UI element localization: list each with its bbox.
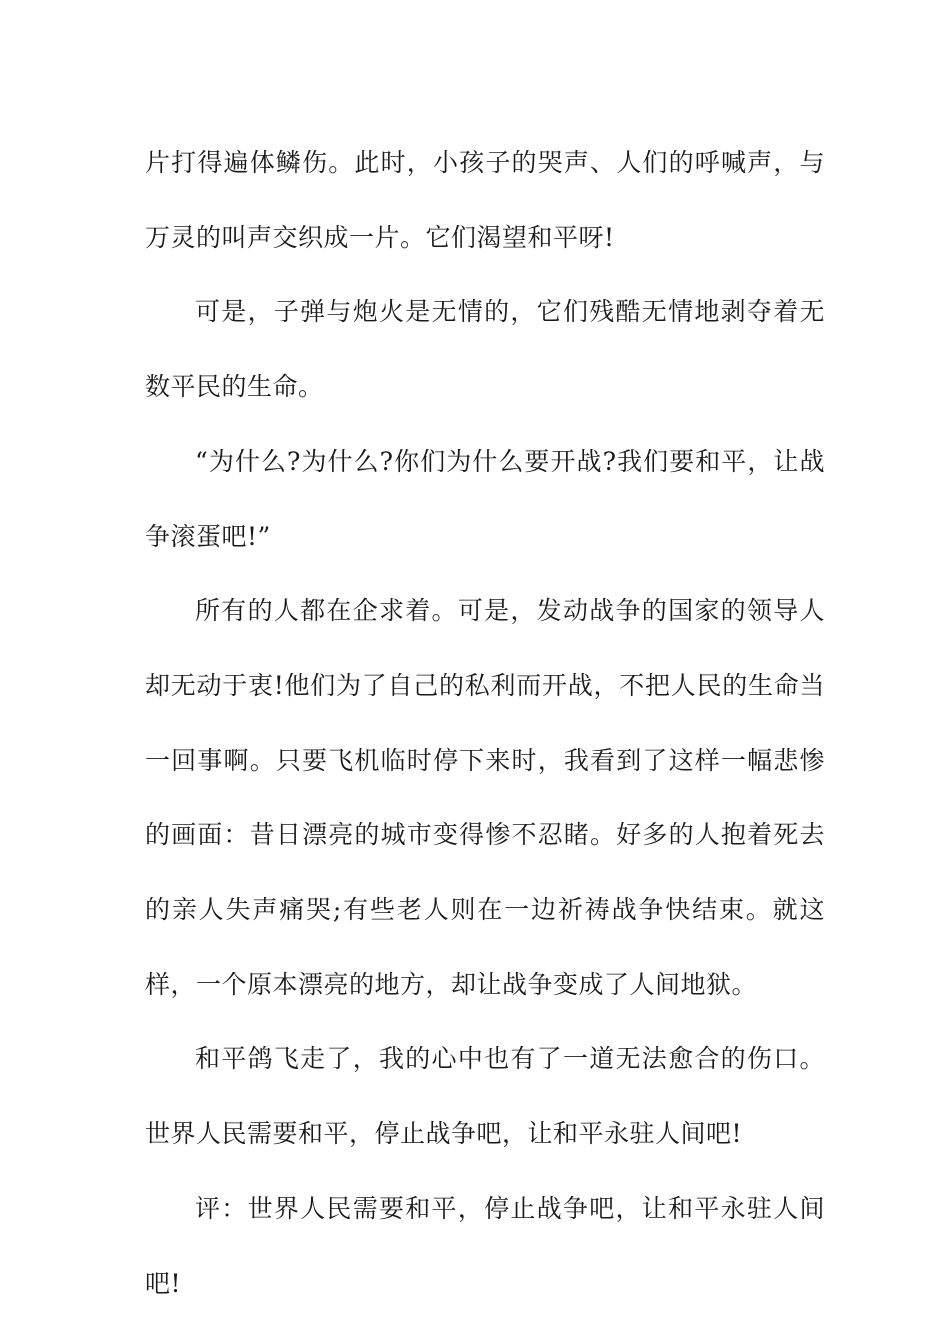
- paragraph-1: 片打得遍体鳞伤。此时，小孩子的哭声、人们的呼喊声，与万灵的叫声交织成一片。它们渴望和平呀!: [145, 148, 825, 252]
- paragraph-2: 可是，子弹与炮火是无情的，它们残酷无情地剥夺着无数平民的生命。: [145, 297, 825, 402]
- paragraph-3: “为什么?为什么?你们为什么要开战?我们要和平，让战争滚蛋吧!”: [145, 446, 825, 551]
- paragraph-4: 所有的人都在企求着。可是，发动战争的国家的领导人却无动于衷!他们为了自己的私利而开战，不把人民的生命当一回事啊。只要飞机临时停下来时，我看到了这样一幅悲惨的画面：昔日漂亮的城市变得惨不忍睹。好多的人抱着死去的亲人失声痛哭;有些老人则在一边祈祷战争快结束。就这样，一个原本漂亮的地方，却让战争变成了人间地狱。: [145, 596, 825, 999]
- paragraph-6-comment: 评：世界人民需要和平，停止战争吧，让和平永驻人间吧!: [145, 1193, 825, 1298]
- paragraph-5: 和平鸽飞走了，我的心中也有了一道无法愈合的伤口。世界人民需要和平，停止战争吧，让和平永驻人间吧!: [145, 1044, 825, 1149]
- body-text: [145, 126, 825, 1321]
